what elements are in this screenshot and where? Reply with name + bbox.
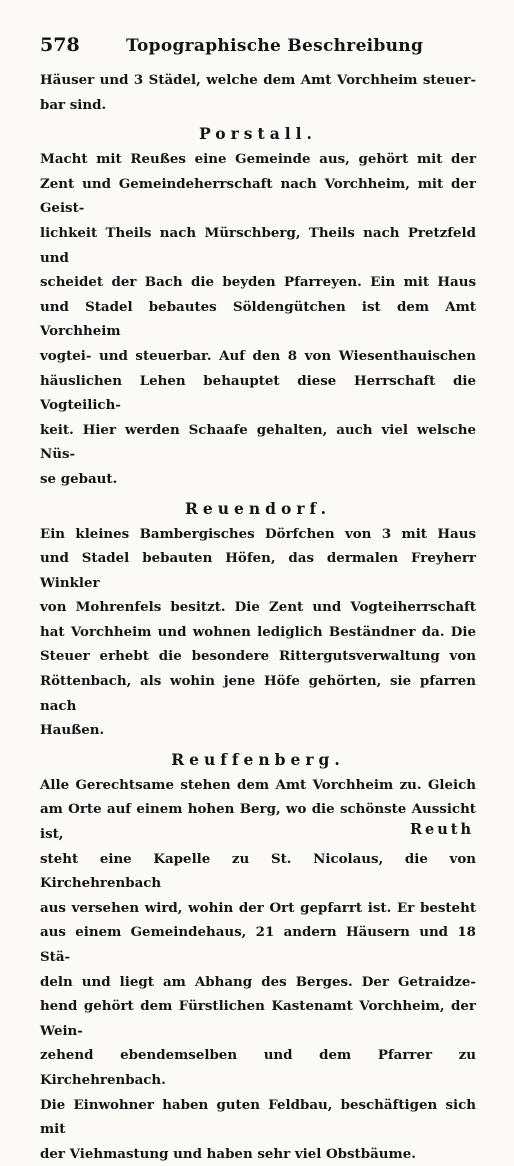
text-line: Die Einwohner haben guten Feldbau, beschäftigen sich mit	[40, 1096, 476, 1138]
page-header	[40, 34, 476, 64]
text-line: Alle Gerechtsame stehen dem Amt Vorchheim zu. Gleich	[40, 776, 476, 793]
text-line: und Stadel bebautes Söldengütchen ist dem Amt Vorchheim	[40, 298, 476, 340]
text-line: hend gehört dem Fürstlichen Kastenamt Vorchheim, der Wein-	[40, 998, 476, 1039]
text-line: hat Vorchheim und wohnen lediglich Beständner da. Die	[40, 623, 476, 640]
text-line: am Orte auf einem hohen Berg, wo die schönste Aussicht ist,	[40, 801, 476, 843]
text-line: vogtei- und steuerbar. Auf den 8 von Wiesenthauischen	[40, 347, 476, 364]
text-line: bar sind.	[40, 96, 107, 113]
paragraph-porstall	[40, 147, 476, 491]
page-number: 578	[40, 34, 80, 56]
text-line: Röttenbach, als wohin jene Höfe gehörten, sie pfarren nach	[40, 673, 476, 714]
text-line: keit. Hier werden Schaafe gehalten, auch viel welsche Nüs-	[40, 421, 476, 463]
catchword: Reuth	[409, 821, 474, 838]
paragraph-reuendorf	[40, 522, 476, 743]
text-line: und Stadel bebauten Höfen, das dermalen Freyherr Winkler	[40, 550, 476, 591]
text-line: lichkeit Theils nach Mürschberg, Theils nach Pretzfeld und	[40, 224, 476, 266]
text-line: Steuer erhebt die besondere Rittergutsverwaltung von	[40, 648, 476, 665]
text-line: Macht mit Reußes eine Gemeinde aus, gehört mit der	[40, 151, 476, 168]
section-heading-reuffenberg: Reuffenberg.	[171, 749, 345, 769]
section-heading-porstall: Porstall.	[199, 124, 317, 144]
running-title: Topographische Beschreibung	[126, 36, 424, 56]
section-heading-reuendorf: Reuendorf.	[185, 498, 331, 518]
text-line: von Mohrenfels besitzt. Die Zent und Vogteiherrschaft	[40, 599, 476, 616]
text-line: häuslichen Lehen behauptet diese Herrschaft die Vogteilich-	[40, 372, 476, 414]
text-line: aus einem Gemeindehaus, 21 andern Häusern und 18 Stä-	[40, 924, 476, 965]
text-line: Zent und Gemeindeherrschaft nach Vorchheim, mit der Geist-	[40, 175, 476, 217]
text-line: Häuser und 3 Städel, welche dem Amt Vorchheim steuer-	[40, 72, 476, 88]
text-line: deln und liegt am Abhang des Berges. Der Getraidze-	[40, 973, 476, 990]
paragraph-continuation	[40, 68, 476, 117]
text-line: scheidet der Bach die beyden Pfarreyen. Ein mit Haus	[40, 274, 476, 291]
text-line: der Viehmastung und haben sehr viel Obstbäume.	[40, 1145, 416, 1162]
text-line: se gebaut.	[40, 470, 118, 487]
text-line: Ein kleines Bambergisches Dörfchen von 3 mit Haus	[40, 525, 476, 542]
text-line: aus versehen wird, wohin der Ort gepfarrt ist. Er besteht	[40, 899, 476, 916]
text-line: zehend ebendemselben und dem Pfarrer zu Kirchehrenbach.	[40, 1047, 476, 1088]
text-line: steht eine Kapelle zu St. Nicolaus, die von Kirchehrenbach	[40, 850, 476, 892]
text-line: Haußen.	[40, 722, 105, 739]
